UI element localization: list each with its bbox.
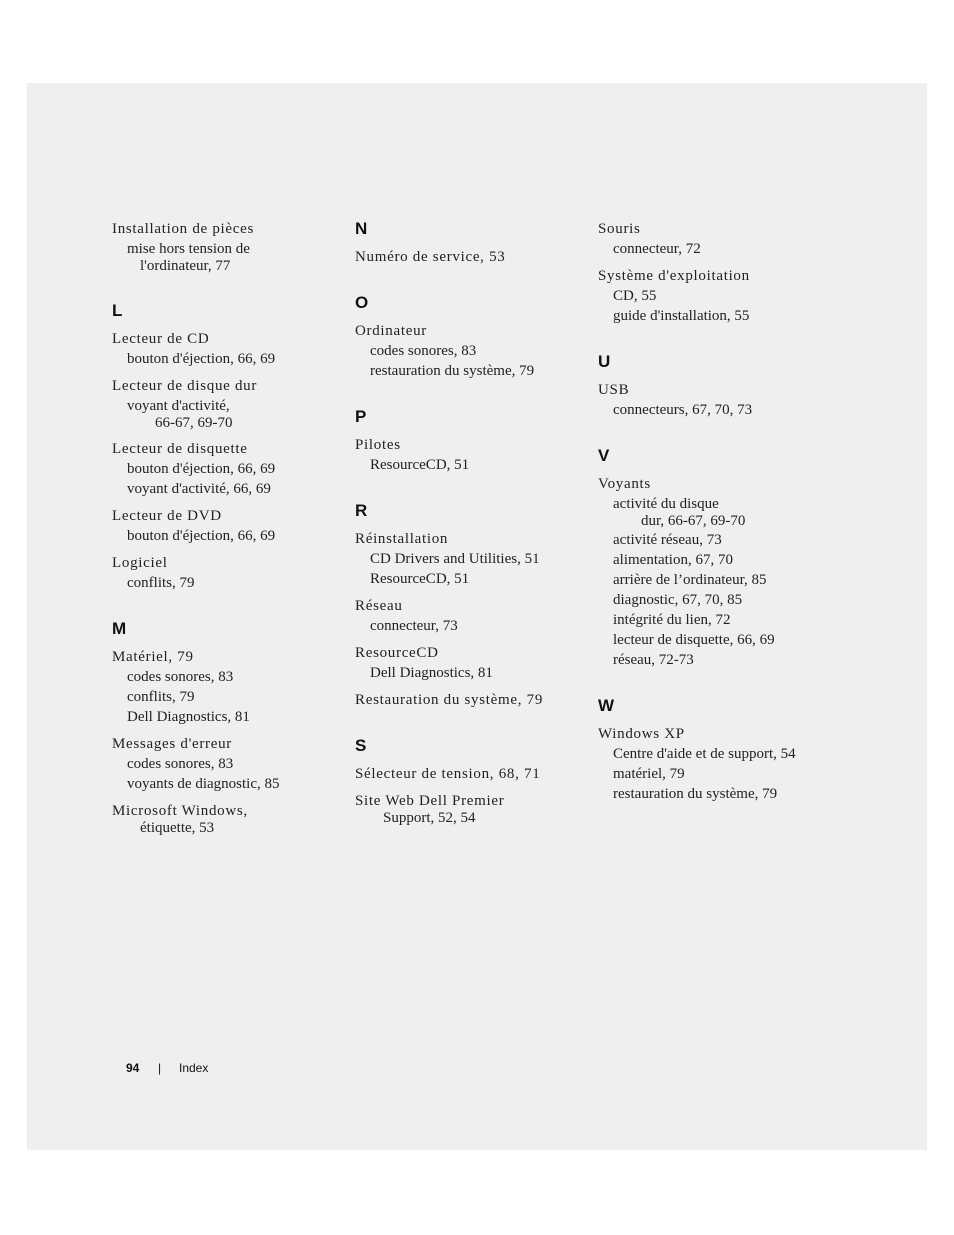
section-letter: M (112, 619, 127, 638)
entry-subterm: Centre d'aide et de support, 54 (613, 746, 796, 762)
page (27, 83, 927, 1150)
entry-continuation: dur, 66-67, 69-70 (641, 513, 746, 529)
entry-term: Restauration du système, 79 (355, 692, 544, 708)
entry-term: Lecteur de DVD (112, 508, 222, 524)
entry-subterm: connecteur, 73 (370, 618, 458, 634)
index-entry (112, 376, 352, 432)
entry-continuation: 66-67, 69-70 (155, 415, 233, 431)
index-entry (598, 724, 838, 804)
index-entry (598, 266, 838, 326)
entry-term: Microsoft Windows, (112, 803, 248, 819)
entry-subterm: restauration du système, 79 (613, 786, 778, 802)
entry-subterm: codes sonores, 83 (127, 756, 234, 772)
entry-term: Voyants (598, 476, 651, 492)
footer-separator: | (158, 1061, 162, 1075)
section-letter: L (112, 301, 123, 320)
entry-term: Réinstallation (355, 531, 449, 547)
index-entry (112, 734, 352, 794)
index-entry (598, 219, 838, 259)
index-entry (112, 647, 352, 727)
index-entry (598, 474, 838, 670)
entry-subterm: arrière de l’ordinateur, 85 (613, 572, 767, 588)
entry-subterm: connecteurs, 67, 70, 73 (613, 402, 753, 418)
entry-subterm: diagnostic, 67, 70, 85 (613, 592, 743, 608)
index-entry (355, 247, 595, 267)
page-number: 94 (126, 1061, 140, 1075)
entry-subterm: lecteur de disquette, 66, 69 (613, 632, 775, 648)
footer-title: Index (179, 1061, 209, 1075)
index-entry (112, 439, 352, 499)
entry-subterm: alimentation, 67, 70 (613, 552, 733, 568)
entry-term: Installation de pièces (112, 221, 255, 237)
entry-subterm: Dell Diagnostics, 81 (370, 665, 493, 681)
entry-term: Logiciel (112, 555, 168, 571)
section-letter: V (598, 446, 610, 465)
section-letter: O (355, 293, 369, 312)
section-letter: N (355, 219, 368, 238)
entry-term: USB (598, 382, 630, 398)
entry-term: ResourceCD (355, 645, 439, 661)
section-letter: S (355, 736, 367, 755)
entry-continuation: Support, 52, 54 (383, 810, 476, 826)
entry-term: Lecteur de disque dur (112, 378, 258, 394)
section-letter: W (598, 696, 615, 715)
entry-subterm: ResourceCD, 51 (370, 571, 470, 587)
entry-subterm: activité réseau, 73 (613, 532, 722, 548)
entry-subterm: conflits, 79 (127, 689, 195, 705)
entry-term: Ordinateur (355, 323, 427, 339)
entry-subterm: matériel, 79 (613, 766, 685, 782)
index-entry (355, 764, 595, 784)
entry-subterm: ResourceCD, 51 (370, 457, 470, 473)
entry-subterm: CD Drivers and Utilities, 51 (370, 551, 540, 567)
section-letter: P (355, 407, 367, 426)
entry-subterm: mise hors tension de (127, 241, 250, 257)
entry-term: Messages d'erreur (112, 736, 232, 752)
index-column-1 (112, 219, 352, 844)
entry-subterm: guide d'installation, 55 (613, 308, 750, 324)
entry-subterm: intégrité du lien, 72 (613, 612, 731, 628)
index-entry (355, 435, 595, 475)
entry-subterm: voyants de diagnostic, 85 (127, 776, 280, 792)
entry-term: Système d'exploitation (598, 268, 750, 284)
entry-term: Lecteur de CD (112, 331, 210, 347)
entry-term: Réseau (355, 598, 403, 614)
entry-subterm: conflits, 79 (127, 575, 195, 591)
index-column-3 (598, 219, 838, 811)
index-entry (112, 329, 352, 369)
entry-term: Sélecteur de tension, 68, 71 (355, 766, 541, 782)
index-entry (355, 643, 595, 683)
index-entry (355, 791, 595, 827)
index-entry (355, 529, 595, 589)
section-letter: R (355, 501, 368, 520)
entry-term: Lecteur de disquette (112, 441, 248, 457)
entry-term: Site Web Dell Premier (355, 793, 505, 809)
entry-continuation: l'ordinateur, 77 (140, 258, 231, 274)
index-entry (112, 219, 352, 275)
index-entry (355, 596, 595, 636)
entry-term: Pilotes (355, 437, 401, 453)
entry-term: Matériel, 79 (112, 649, 194, 665)
entry-subterm: Dell Diagnostics, 81 (127, 709, 250, 725)
entry-subterm: connecteur, 72 (613, 241, 701, 257)
index-entry (598, 380, 838, 420)
entry-term: Windows XP (598, 726, 685, 742)
entry-subterm: voyant d'activité, (127, 398, 230, 414)
entry-subterm: réseau, 72-73 (613, 652, 694, 668)
index-entry (112, 801, 352, 837)
entry-term: Numéro de service, 53 (355, 249, 506, 265)
index-entry (355, 690, 595, 710)
entry-subterm: bouton d'éjection, 66, 69 (127, 461, 276, 477)
entry-subterm: bouton d'éjection, 66, 69 (127, 528, 276, 544)
index-column-2 (355, 219, 595, 834)
entry-term: Souris (598, 221, 641, 237)
index-entry (112, 506, 352, 546)
entry-continuation: étiquette, 53 (140, 820, 215, 836)
entry-subterm: codes sonores, 83 (127, 669, 234, 685)
section-letter: U (598, 352, 611, 371)
entry-subterm: restauration du système, 79 (370, 363, 535, 379)
index-entry (355, 321, 595, 381)
entry-subterm: CD, 55 (613, 288, 657, 304)
entry-subterm: codes sonores, 83 (370, 343, 477, 359)
entry-subterm: bouton d'éjection, 66, 69 (127, 351, 276, 367)
entry-subterm: voyant d'activité, 66, 69 (127, 481, 271, 497)
entry-subterm: activité du disque (613, 496, 719, 512)
index-entry (112, 553, 352, 593)
